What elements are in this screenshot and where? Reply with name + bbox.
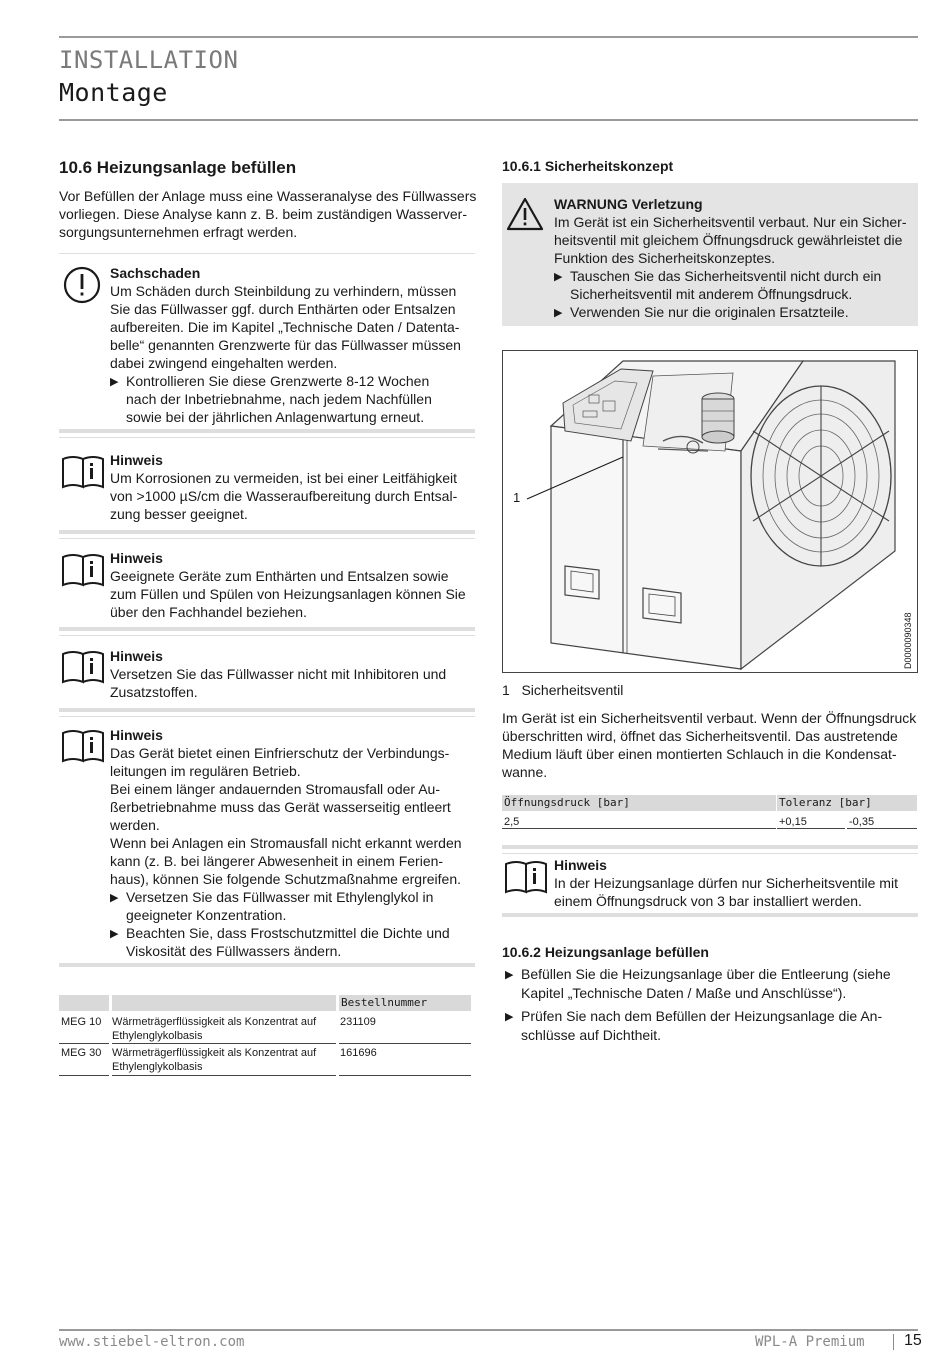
note-title: Hinweis [110, 648, 163, 664]
warning-line: heitsventil mit gleichem Öffnungsdruck gewährleistet die [554, 232, 903, 248]
bullet-line: Kontrollieren Sie diese Grenzwerte 8-12 Wochen [126, 373, 430, 389]
note-line: kann (z. B. bei längerer Abwesenheit in einem Ferien- [110, 853, 444, 869]
note-line: Das Gerät bietet einen Einfrierschutz der Verbindungs- [110, 745, 450, 761]
bullet-item [110, 924, 462, 960]
heat-pump-illustration [503, 351, 918, 673]
note-line: Um Korrosionen zu vermeiden, ist bei einer Leitfähigkeit [110, 470, 458, 486]
bullet-item [505, 965, 891, 1003]
paragraph-line: überschritten wird, öffnet das Sicherheitsventil. Das austretende [502, 728, 898, 744]
separator [59, 253, 475, 254]
info-book-icon [61, 451, 107, 496]
separator [59, 429, 475, 433]
table-row-line [847, 828, 917, 829]
warning-line: Funktion des Sicherheitskonzeptes. [554, 250, 776, 266]
bullet-item [505, 1007, 891, 1045]
table-row-line [59, 1043, 109, 1044]
note-title: Hinweis [554, 857, 607, 873]
note-line: aufbereiten. Die im Kapitel „Technische Daten / Datenta- [110, 319, 460, 335]
table-cell-desc [112, 1046, 316, 1074]
footer-url: www.stiebel-eltron.com [59, 1334, 245, 1350]
separator [59, 538, 475, 539]
table-cell-tolerance-minus: -0,35 [849, 816, 875, 828]
warning-line: Im Gerät ist ein Sicherheitsventil verbaut. Nur ein Sicher- [554, 214, 907, 230]
hint-note-4 [110, 726, 462, 960]
note-line: zung besser geeignet. [110, 506, 248, 522]
intro-line: vorliegen. Diese Analyse kann z. B. beim zuständigen Wasserver- [59, 206, 468, 222]
bullet-item [110, 372, 461, 426]
bullet-line: nach der Inbetriebnahme, nach jedem Nachfüllen [126, 391, 432, 407]
bullet-icon: ▶ [110, 376, 119, 388]
hint-note-right [554, 856, 898, 910]
bullet-line: Verwenden Sie nur die originalen Ersatzteile. [570, 304, 849, 320]
bullet-item [554, 267, 906, 303]
desc-line: Ethylenglykolbasis [112, 1030, 203, 1042]
table-cell-desc [112, 1015, 316, 1043]
table-row-line [777, 828, 845, 829]
damage-note [110, 264, 461, 426]
warning-title: WARNUNG Verletzung [554, 196, 703, 212]
hint-note-2 [110, 549, 466, 621]
paragraph-line: wanne. [502, 764, 548, 780]
separator [59, 437, 475, 438]
page-number: 15 [904, 1332, 922, 1349]
bullet-icon: ▶ [554, 307, 563, 319]
intro-line: Vor Befüllen der Anlage muss eine Wasseranalyse des Füllwassers [59, 188, 477, 204]
table-cell-number: 161696 [340, 1047, 377, 1059]
note-title: Hinweis [110, 727, 163, 743]
warning-content [554, 195, 906, 322]
header-bottom-rule [59, 119, 918, 121]
note-line: von >1000 µS/cm die Wasseraufbereitung durch Entsal- [110, 488, 458, 504]
bullet-line: sowie bei der jährlichen Anlagenwartung erneut. [126, 409, 425, 425]
separator [59, 530, 475, 534]
heading-10-6-1: 10.6.1 Sicherheitskonzept [502, 158, 674, 174]
table-header-cell [112, 995, 336, 1011]
warning-triangle-icon [505, 196, 545, 237]
figure-legend [502, 681, 623, 699]
note-title: Sachschaden [110, 265, 201, 281]
desc-line: Wärmeträgerflüssigkeit als Konzentrat auf [112, 1016, 317, 1028]
hint-note-3 [110, 647, 446, 701]
figure-drawing-code: D0000090348 [903, 612, 913, 669]
bullet-line: Sicherheitsventil mit anderem Öffnungsdruck. [570, 286, 853, 302]
paragraph-line: Medium läuft über einen montierten Schlauch in die Kondensat- [502, 746, 897, 762]
separator [502, 913, 918, 917]
footer-product: WPL-A Premium [755, 1334, 865, 1350]
legend-number: 1 [502, 682, 510, 698]
bullet-item [110, 888, 462, 924]
table-cell-code: MEG 30 [61, 1047, 102, 1059]
note-line: leitungen im regulären Betrieb. [110, 763, 301, 779]
bullet-line: schlüsse auf Dichtheit. [521, 1027, 662, 1043]
table-cell-number: 231109 [340, 1016, 376, 1028]
heading-10-6: 10.6 Heizungsanlage befüllen [59, 158, 297, 177]
table-row-line [59, 1075, 109, 1076]
bullet-icon: ▶ [110, 892, 119, 904]
bullet-line: Befüllen Sie die Heizungsanlage über die Entleerung (siehe [521, 966, 891, 982]
note-title: Hinweis [110, 550, 163, 566]
desc-line: Ethylenglykolbasis [112, 1061, 203, 1073]
footer-divider [893, 1334, 894, 1350]
table-header-order-number: Bestellnummer [341, 996, 428, 1009]
footer-rule [59, 1329, 918, 1331]
figure-callout: 1 [513, 490, 521, 505]
note-line: Geeignete Geräte zum Enthärten und Entsalzen sowie [110, 568, 449, 584]
table-row-line [339, 1043, 471, 1044]
bullet-line: Kapitel „Technische Daten / Maße und Anschlüsse“). [521, 985, 847, 1001]
note-line: Versetzen Sie das Füllwasser nicht mit Inhibitoren und [110, 666, 447, 682]
note-line: dabei zwingend eingehalten werden. [110, 355, 338, 371]
note-line: Zusatzstoffen. [110, 684, 198, 700]
header-top-rule [59, 36, 918, 38]
separator [59, 635, 475, 636]
desc-line: Wärmeträgerflüssigkeit als Konzentrat auf [112, 1047, 317, 1059]
section-title: INSTALLATION [59, 46, 239, 74]
bullet-icon: ▶ [505, 1011, 514, 1023]
note-line: zum Füllen und Spülen von Heizungsanlagen können Sie [110, 586, 466, 602]
table-header-opening-pressure: Öffnungsdruck [bar] [504, 796, 630, 809]
bullet-line: Tauschen Sie das Sicherheitsventil nicht durch ein [570, 268, 882, 284]
bullet-line: geeigneter Konzentration. [126, 907, 287, 923]
note-line: Bei einem länger andauernden Stromausfall oder Au- [110, 781, 440, 797]
info-book-icon [61, 549, 107, 594]
bullet-line: Versetzen Sie das Füllwasser mit Ethylenglykol in [126, 889, 434, 905]
heat-pump-figure [502, 350, 918, 673]
table-row-line [112, 1075, 336, 1076]
table-cell-code: MEG 10 [61, 1016, 102, 1028]
bullet-icon: ▶ [554, 271, 563, 283]
separator [59, 708, 475, 712]
info-book-icon [61, 725, 107, 770]
fill-instructions [505, 965, 891, 1045]
hint-note-1 [110, 451, 457, 523]
note-line: werden. [110, 817, 160, 833]
subsection-title: Montage [59, 78, 168, 107]
table-row-line [339, 1075, 471, 1076]
note-line: ßerbetriebnahme muss das Gerät wasserseitig entleert [110, 799, 451, 815]
note-line: über den Fachhandel beziehen. [110, 604, 307, 620]
bullet-line: Beachten Sie, dass Frostschutzmittel die Dichte und [126, 925, 450, 941]
note-line: Wenn bei Anlagen ein Stromausfall nicht erkannt werden [110, 835, 462, 851]
bullet-icon: ▶ [110, 928, 119, 940]
separator [502, 845, 918, 849]
table-cell-tolerance-plus: +0,15 [779, 816, 807, 828]
note-line: belle“ genannten Grenzwerte für das Füllwasser müssen [110, 337, 461, 353]
note-title: Hinweis [110, 452, 163, 468]
note-line: In der Heizungsanlage dürfen nur Sicherheitsventile mit [554, 875, 898, 891]
bullet-line: Viskosität des Füllwassers ändern. [126, 943, 342, 959]
bullet-item [554, 303, 906, 322]
intro-paragraph [59, 187, 476, 241]
table-header-tolerance: Toleranz [bar] [779, 796, 872, 809]
legend-label: Sicherheitsventil [521, 682, 624, 698]
note-line: Sie das Füllwasser ggf. durch Enthärten oder Entsalzen [110, 301, 456, 317]
separator [502, 853, 918, 854]
paragraph-line: Im Gerät ist ein Sicherheitsventil verbaut. Wenn der Öffnungsdruck [502, 710, 917, 726]
table-row-line [502, 828, 776, 829]
info-book-icon [61, 646, 107, 691]
info-book-icon [504, 856, 550, 901]
note-line: einem Öffnungsdruck von 3 bar installiert werden. [554, 893, 862, 909]
attention-icon [62, 265, 102, 310]
separator [59, 963, 475, 967]
intro-line: sorgungsunternehmen erfragt werden. [59, 224, 298, 240]
bullet-icon: ▶ [505, 969, 514, 981]
safety-valve-paragraph [502, 709, 916, 781]
note-line: haus), können Sie folgende Schutzmaßnahme ergreifen. [110, 871, 461, 887]
separator [59, 627, 475, 631]
bullet-line: Prüfen Sie nach dem Befüllen der Heizungsanlage die An- [521, 1008, 883, 1024]
note-line: Um Schäden durch Steinbildung zu verhindern, müssen [110, 283, 457, 299]
table-row-line [112, 1043, 336, 1044]
table-header-cell [59, 995, 109, 1011]
separator [59, 716, 475, 717]
table-cell-pressure: 2,5 [504, 816, 520, 828]
heading-10-6-2: 10.6.2 Heizungsanlage befüllen [502, 944, 709, 960]
